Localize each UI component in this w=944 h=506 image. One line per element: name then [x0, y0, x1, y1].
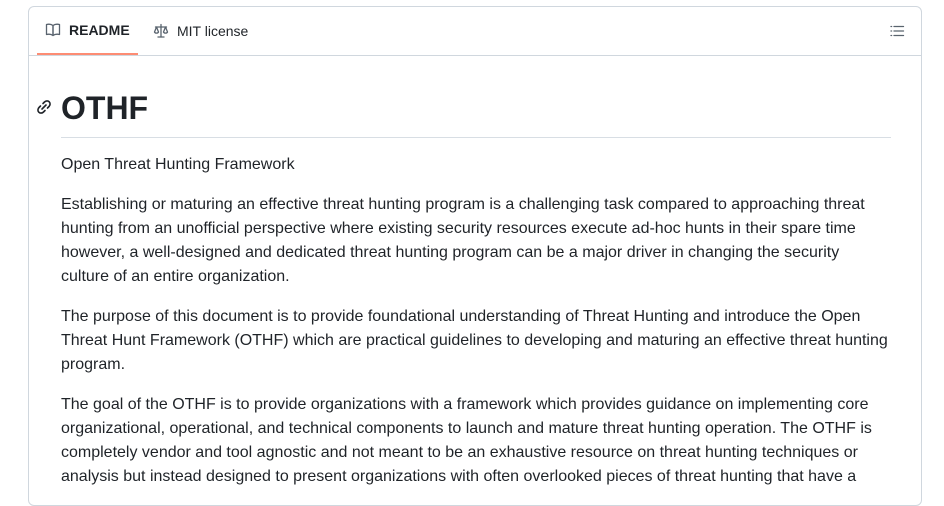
table-of-contents-button[interactable] — [887, 21, 907, 41]
link-icon — [36, 99, 52, 115]
paragraph-intro: Establishing or maturing an effective threat hunting program is a challenging task compared to approaching threat hunting from an unofficial perspective where existing security resources execute ad-hoc hunts in their spare time however, a well-designed and dedicated threat hunting program can be a major driver in changing the security culture of an entire organization. — [61, 196, 865, 285]
tab-license[interactable] — [145, 7, 248, 55]
page-title: OTHF — [61, 90, 149, 126]
tab-license-label: MIT license — [177, 23, 249, 39]
book-icon — [45, 22, 61, 38]
tab-readme-label: README — [69, 22, 130, 38]
heading-anchor-link[interactable] — [36, 99, 54, 117]
readme-container — [28, 6, 922, 506]
law-scale-icon — [153, 23, 169, 39]
tab-readme[interactable] — [37, 7, 138, 55]
heading-othf — [61, 89, 891, 138]
readme-article — [61, 55, 891, 505]
list-unordered-icon — [889, 23, 905, 39]
paragraph-purpose: The purpose of this document is to provide foundational understanding of Threat Hunting and introduce the Open Threat Hunt Framework (OTHF) which are practical guidelines to developing and maturing an effective threat hunting program. — [61, 308, 888, 373]
readme-tab-bar — [29, 7, 921, 56]
paragraph-subtitle: Open Threat Hunting Framework — [61, 156, 295, 173]
paragraph-goal: The goal of the OTHF is to provide organizations with a framework which provides guidance on implementing core organizational, operational, and technical components to launch and mature threat hunting operation. The OTHF is completely vendor and tool agnostic and not meant to be an exhaustive resource on threat hunting techniques or analysis but instead designed to present organizations with often overlooked pieces of threat hunting that have a — [61, 396, 872, 485]
